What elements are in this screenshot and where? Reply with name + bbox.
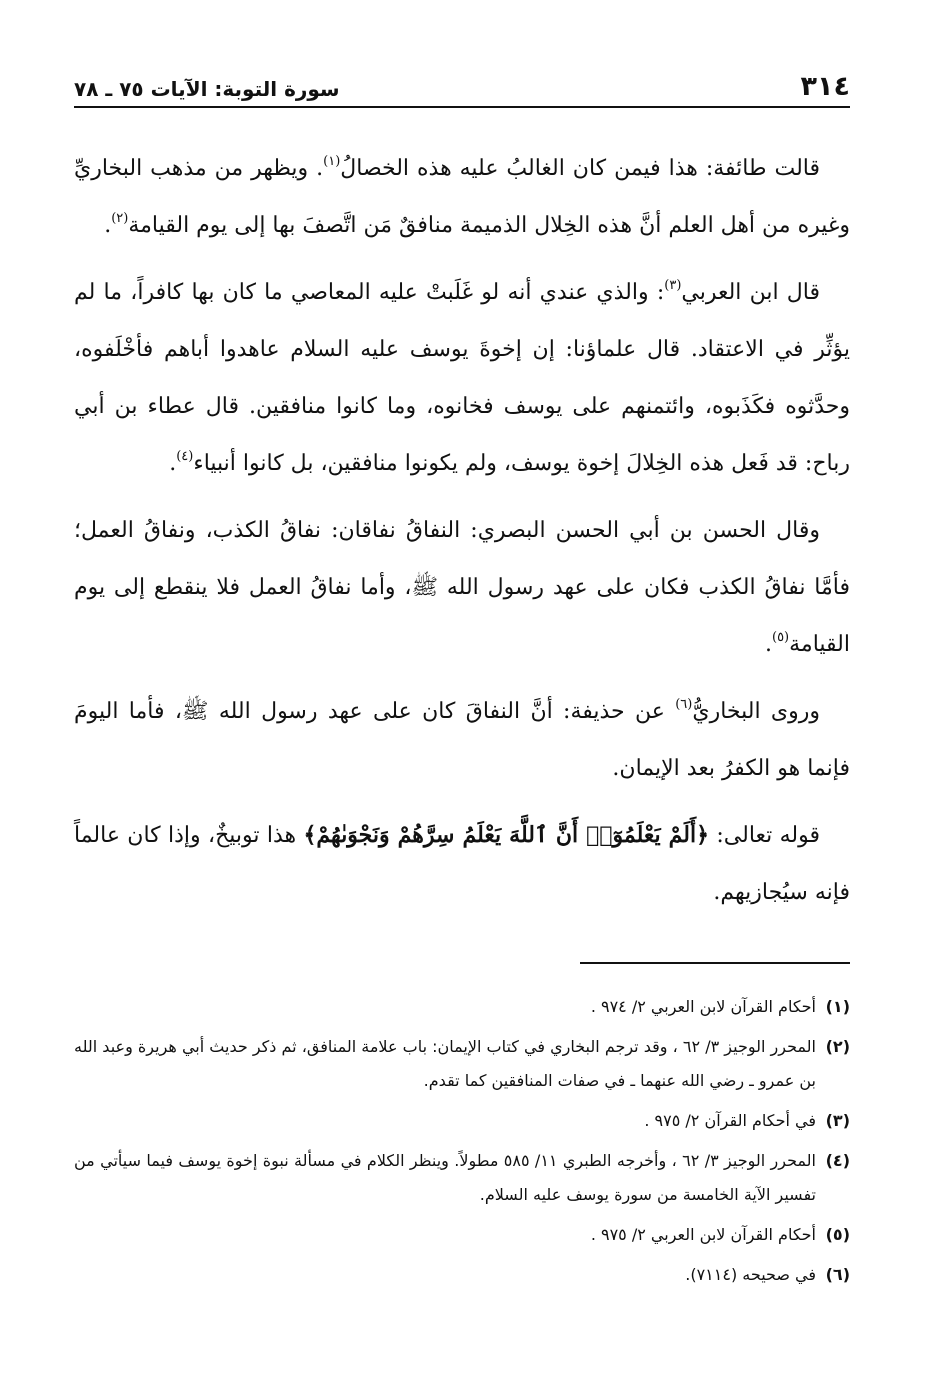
paragraph-text: قالت طائفة: هذا فيمن كان الغالبُ عليه هذه الخصالُ: [340, 156, 820, 181]
running-title: سورة التوبة: الآيات ٧٥ ـ ٧٨: [74, 77, 340, 101]
paragraph-text: عن حذيفة: أنَّ النفاقَ كان على عهد رسول الله ﷺ، فأما اليومَ فإنما هو الكفرُ بعد الإيمان.: [74, 699, 850, 781]
footnote-ref: (٥): [771, 630, 790, 645]
main-text: [74, 140, 850, 931]
footnote-ref: (٤): [176, 449, 194, 464]
paragraph-text: .: [764, 632, 772, 657]
footnote-number: (٥): [825, 1225, 850, 1244]
header-rule: [74, 106, 850, 108]
footnote-number: (٦): [825, 1265, 850, 1284]
footnotes: [74, 990, 850, 1298]
footnote-text: أحكام القرآن لابن العربي ٢/ ٩٧٥ .: [590, 1225, 816, 1244]
footnote-text: أحكام القرآن لابن العربي ٢/ ٩٧٤ .: [590, 997, 816, 1016]
paragraph: [74, 502, 850, 673]
footnote-number: (١): [825, 997, 850, 1016]
paragraph: [74, 264, 850, 492]
footnote-text: في أحكام القرآن ٢/ ٩٧٥ .: [644, 1111, 816, 1130]
footnote-number: (٣): [825, 1111, 850, 1130]
paragraph-text: وقال الحسن بن أبي الحسن البصري: النفاقُ نفاقان: نفاقُ الكذب، ونفاقُ العمل؛ فأمَّا نفاقُ الكذب فكان على عهد رسول الله ﷺ، وأما نفاقُ العمل فلا ينقطع إلى يوم القيامة: [74, 518, 850, 657]
paragraph-text: .: [169, 451, 177, 476]
footnote: [74, 1258, 850, 1292]
paragraph-text: هذا توبيخٌ، وإذا كان عالماً فإنه سيُجازيهم.: [74, 823, 850, 905]
footnote-number: (٤): [825, 1151, 850, 1170]
footnote: [74, 1218, 850, 1252]
paragraph-text: : والذي عندي أنه لو غَلَبتْ عليه المعاصي ما كان بها كافراً، ما لم يؤثِّر في الاعتقاد. قال علماؤنا: إن إخوةَ يوسف عليه السلام عاهدوا أباهم فأخْلَفوه، وحدَّثوه فكَذَبوه، وائتمنهم على يوسف فخانوه، وما كانوا منافقين. قال عطاء بن أبي رباح: قد فَعل هذه الخِلالَ إخوة يوسف، ولم يكونوا منافقين، بل كانوا أنبياء: [74, 280, 850, 476]
paragraph-text: . ويظهر من مذهب البخاريِّ وغيره من أهل العلم أنَّ هذه الخِلال الذميمة منافقٌ مَن اتَّصفَ بها إلى يوم القيامة: [74, 156, 850, 238]
footnote-text: المحرر الوجيز ٣/ ٦٢ ، وأخرجه الطبري ١١/ ٥٨٥ مطولاً. وينظر الكلام في مسألة نبوة إخوة يوسف فيما سيأتي من تفسير الآية الخامسة من سورة يوسف عليه السلام.: [74, 1151, 817, 1204]
paragraph: [74, 140, 850, 254]
footnote: [74, 1144, 850, 1212]
quran-verse: ﴿أَلَمْ يَعْلَمُوٓا۟ أَنَّ ٱللَّهَ يَعْلَمُ سِرَّهُمْ وَنَجْوَىٰهُمْ﴾: [303, 822, 710, 848]
paragraph-text: وروى البخاريُّ: [692, 699, 820, 724]
footnote: [74, 1104, 850, 1138]
footnote-ref: (٦): [675, 697, 693, 712]
paragraph-text: قال ابن العربي: [681, 280, 821, 305]
page-header: [74, 66, 850, 102]
footnote-rule: [580, 962, 850, 964]
page-number: ٣١٤: [800, 71, 850, 102]
paragraph-text: .: [104, 213, 112, 238]
footnote-text: في صحيحه (٧١١٤).: [685, 1265, 816, 1284]
footnote-number: (٢): [825, 1037, 850, 1056]
paragraph: [74, 683, 850, 797]
footnote: [74, 1030, 850, 1098]
footnote-text: المحرر الوجيز ٣/ ٦٢ ، وقد ترجم البخاري في كتاب الإيمان: باب علامة المنافق، ثم ذكر حديث أبي هريرة وعبد الله بن عمرو ـ رضي الله عنهما ـ في صفات المنافقين كما تقدم.: [74, 1037, 816, 1090]
footnote-ref: (١): [323, 154, 341, 169]
footnote-ref: (٣): [664, 278, 682, 293]
paragraph: [74, 807, 850, 921]
footnote-ref: (٢): [111, 211, 129, 226]
footnote: [74, 990, 850, 1024]
paragraph-text: قوله تعالى:: [709, 823, 820, 848]
